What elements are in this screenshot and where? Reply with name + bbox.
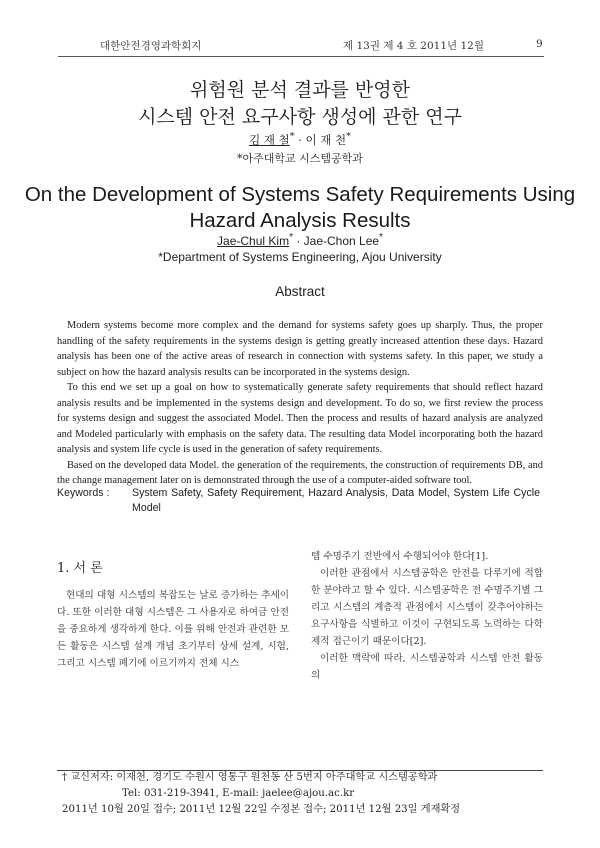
english-title-line1: On the Development of Systems Safety Requirements Using	[24, 183, 576, 206]
intro-paragraph-2: 이러한 관점에서 시스템공학은 안전을 다루기에 적합한 분야라고 할 수 있다. 시스템공학은 전 수명주기별 그리고 시스템의 계층적 관점에서 시스템이 갖추어야하는 요구사항을 식별하고 이것이 구현되도록 노력하는 다학제적 접근이기 때문이다[2].	[311, 568, 543, 647]
english-author-separator: ·	[292, 234, 304, 248]
english-authors	[0, 232, 600, 248]
english-affiliation: *Department of Systems Engineering, Ajou University	[158, 250, 442, 264]
korean-author-2-mark: *	[346, 131, 351, 142]
korean-affiliation: *아주대학교 시스템공학과	[237, 152, 363, 165]
korean-author-2: 이 재 천	[305, 132, 347, 147]
intro-right-column	[311, 548, 543, 684]
abstract-body	[57, 318, 543, 489]
korean-title-line1: 위험원 분석 결과를 반영한	[189, 79, 410, 101]
intro-paragraph-1: 현대의 대형 시스템의 복잡도는 날로 증가하는 추세이다. 또한 이러한 대형 시스템은 그 사용자로 하여금 안전을 중요하게 생각하게 한다. 이를 위해 안전과 관련한 모든 활동은 시스템 설계 개념 초기부터 상세 설계, 시험, 그리고 시스템 폐기에 이르기까지 전체 시스	[57, 590, 289, 669]
korean-author-separator: ·	[294, 132, 306, 147]
english-author-1-mark: *	[289, 232, 293, 243]
abstract-paragraph-1: Modern systems become more complex and the demand for systems safety goes up sharply. Thus, the proper handling of the safety requirements in the systems design is getting greatly increased attention these days. Hazard analysis has been one of the active areas of research in connection with systems safety. In this paper, we study a subject on how the hazard analysis results can be incorporated in the systems design.	[57, 320, 543, 378]
header-rule	[58, 56, 544, 57]
section-heading: 1. 서 론	[57, 561, 103, 576]
korean-author-1: 김 재 철	[249, 132, 290, 147]
korean-authors	[0, 131, 600, 148]
keywords	[57, 486, 543, 516]
abstract-paragraph-3: Based on the developed data Model. the generation of the requirements, the construction of requirements DB, and the change management later on is demonstrated through the use of a computer-aided software tool.	[57, 459, 543, 486]
abstract-heading: Abstract	[275, 284, 325, 299]
keywords-list: System Safety, Safety Requirement, Hazard Analysis, Data Model, System Life Cycle Model	[132, 487, 540, 514]
korean-title-line2: 시스템 안전 요구사항 생성에 관한 연구	[138, 106, 462, 128]
intro-left-column	[57, 587, 289, 672]
page-number: 9	[536, 38, 543, 50]
english-author-1: Jae-Chul Kim	[217, 234, 290, 248]
korean-author-1-mark: *	[289, 131, 295, 142]
journal-name: 대한안전경영과학회지	[100, 40, 202, 52]
intro-paragraph-1-continued: 템 수명주기 전반에서 수행되어야 한다[1].	[311, 551, 489, 562]
volume-issue: 제 13권 제 4 호 2011년 12월	[343, 40, 485, 52]
intro-paragraph-3: 이러한 맥락에 따라, 시스템공학과 시스템 안전 활동의	[311, 653, 543, 681]
keywords-label: Keywords :	[57, 487, 110, 499]
footnote-correspondence: † 교신저자: 이재천, 경기도 수원시 영통구 원천동 산 5번지 아주대학교 시스템공학과	[62, 772, 438, 783]
english-author-2-mark: *	[379, 232, 383, 243]
abstract-paragraph-2: To this end we set up a goal on how to systematically generate safety requirements that should reflect hazard analysis results and be implemented in the systems design and development. To do so, we first review the process for systems design and suggest the associated Model. Then the process and results of hazard analysis are analyzed and Modeled particularly with emphasis on the safety data. The resulting data Model incorporating both the hazard analysis and system life cycle is used in the generation of safety requirements.	[57, 382, 543, 455]
footnote	[62, 770, 542, 818]
english-author-2: Jae-Chon Lee	[303, 234, 380, 248]
footnote-contact: Tel: 031-219-3941, E-mail: jaelee@ajou.ac.kr	[122, 788, 355, 799]
english-title-line2: Hazard Analysis Results	[189, 209, 411, 232]
footnote-dates: 2011년 10월 20일 접수; 2011년 12월 22일 수정본 접수; 2011년 12월 23일 게재확정	[62, 804, 461, 815]
